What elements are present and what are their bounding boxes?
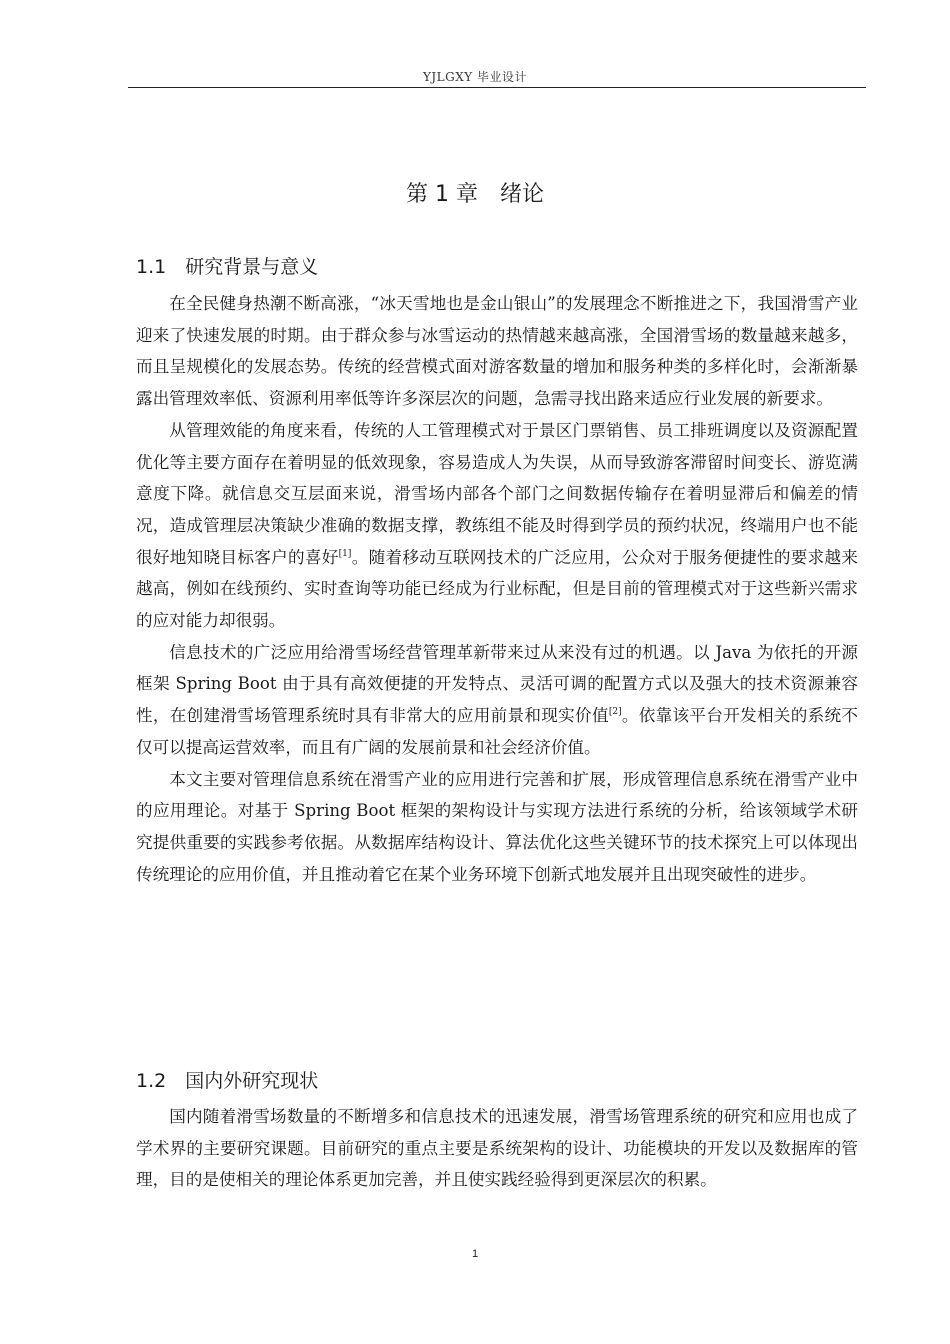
paragraph-text: 从管理效能的角度来看，传统的人工管理模式对于景区门票销售、员工排班调度以及资源配置优化等主要方面存在着明显的低效现象，容易造成人为失误，从而导致游客滞留时间变长、游览满意度下降。就信息交互层面来说，滑雪场内部各个部门之间数据传输存在着明显滞后和偏差的情况，造成管理层决策缺少准确的数据支撑，教练组不能及时得到学员的预约状况，终端用户也不能很好地知晓目标客户的喜好 xyxy=(136,420,858,567)
paragraph-text: 。依靠该平台开发相关的系统不仅可以提高运营效率，而且有广阔的发展前景和社会经济价值。 xyxy=(136,706,859,757)
paragraph xyxy=(136,637,858,764)
page-number: 1 xyxy=(471,1248,479,1260)
paragraph: 本文主要对管理信息系统在滑雪产业的应用进行完善和扩展，形成管理信息系统在滑雪产业中的应用理论。对基于 Spring Boot 框架的架构设计与实现方法进行系统的分析，给该领域学术研究提供重要的实践参考依据。从数据库结构设计、算法优化这些关键环节的技术探究上可以体现出传统理论的应用价值，并且推动着它在某个业务环境下创新式地发展并且出现突破性的进步。 xyxy=(136,769,858,884)
running-header: YJLGXY 毕业设计 xyxy=(422,70,528,84)
citation-ref[interactable]: [1] xyxy=(338,548,352,559)
section-1-1-body xyxy=(136,288,858,890)
section-heading-1-2: 1.2 国内外研究现状 xyxy=(136,1070,319,1092)
paragraph xyxy=(136,415,858,637)
section-1-2-body xyxy=(136,1101,858,1196)
section-heading-1-1: 1.1 研究背景与意义 xyxy=(136,256,319,278)
paragraph: 国内随着滑雪场数量的不断增多和信息技术的迅速发展，滑雪场管理系统的研究和应用也成了学术界的主要研究课题。目前研究的重点主要是系统架构的设计、功能模块的开发以及数据库的管理，目的是使相关的理论体系更加完善，并且使实践经验得到更深层次的积累。 xyxy=(136,1107,858,1190)
chapter-title: 第 1 章 绪论 xyxy=(406,182,544,207)
paragraph-text: 信息技术的广泛应用给滑雪场经营管理革新带来过从来没有过的机遇。以 Java 为依托的开源框架 Spring Boot 由于具有高效便捷的开发特点、灵活可调的配置方式以及强大的技术资源兼容性，在创建滑雪场管理系统时具有非常大的应用前景和现实价值 xyxy=(136,642,858,726)
paragraph-text: 。随着移动互联网技术的广泛应用，公众对于服务便捷性的要求越来越高，例如在线预约、实时查询等功能已经成为行业标配，但是目前的管理模式对于这些新兴需求的应对能力却很弱。 xyxy=(136,547,859,631)
header-rule xyxy=(128,87,866,88)
paragraph: 在全民健身热潮不断高涨，“冰天雪地也是金山银山”的发展理念不断推进之下，我国滑雪产业迎来了快速发展的时期。由于群众参与冰雪运动的热情越来越高涨，全国滑雪场的数量越来越多，而且呈规模化的发展态势。传统的经营模式面对游客数量的增加和服务种类的多样化时，会渐渐暴露出管理效率低、资源利用率低等许多深层次的问题，急需寻找出路来适应行业发展的新要求。 xyxy=(136,294,858,409)
citation-ref[interactable]: [2] xyxy=(608,707,622,718)
